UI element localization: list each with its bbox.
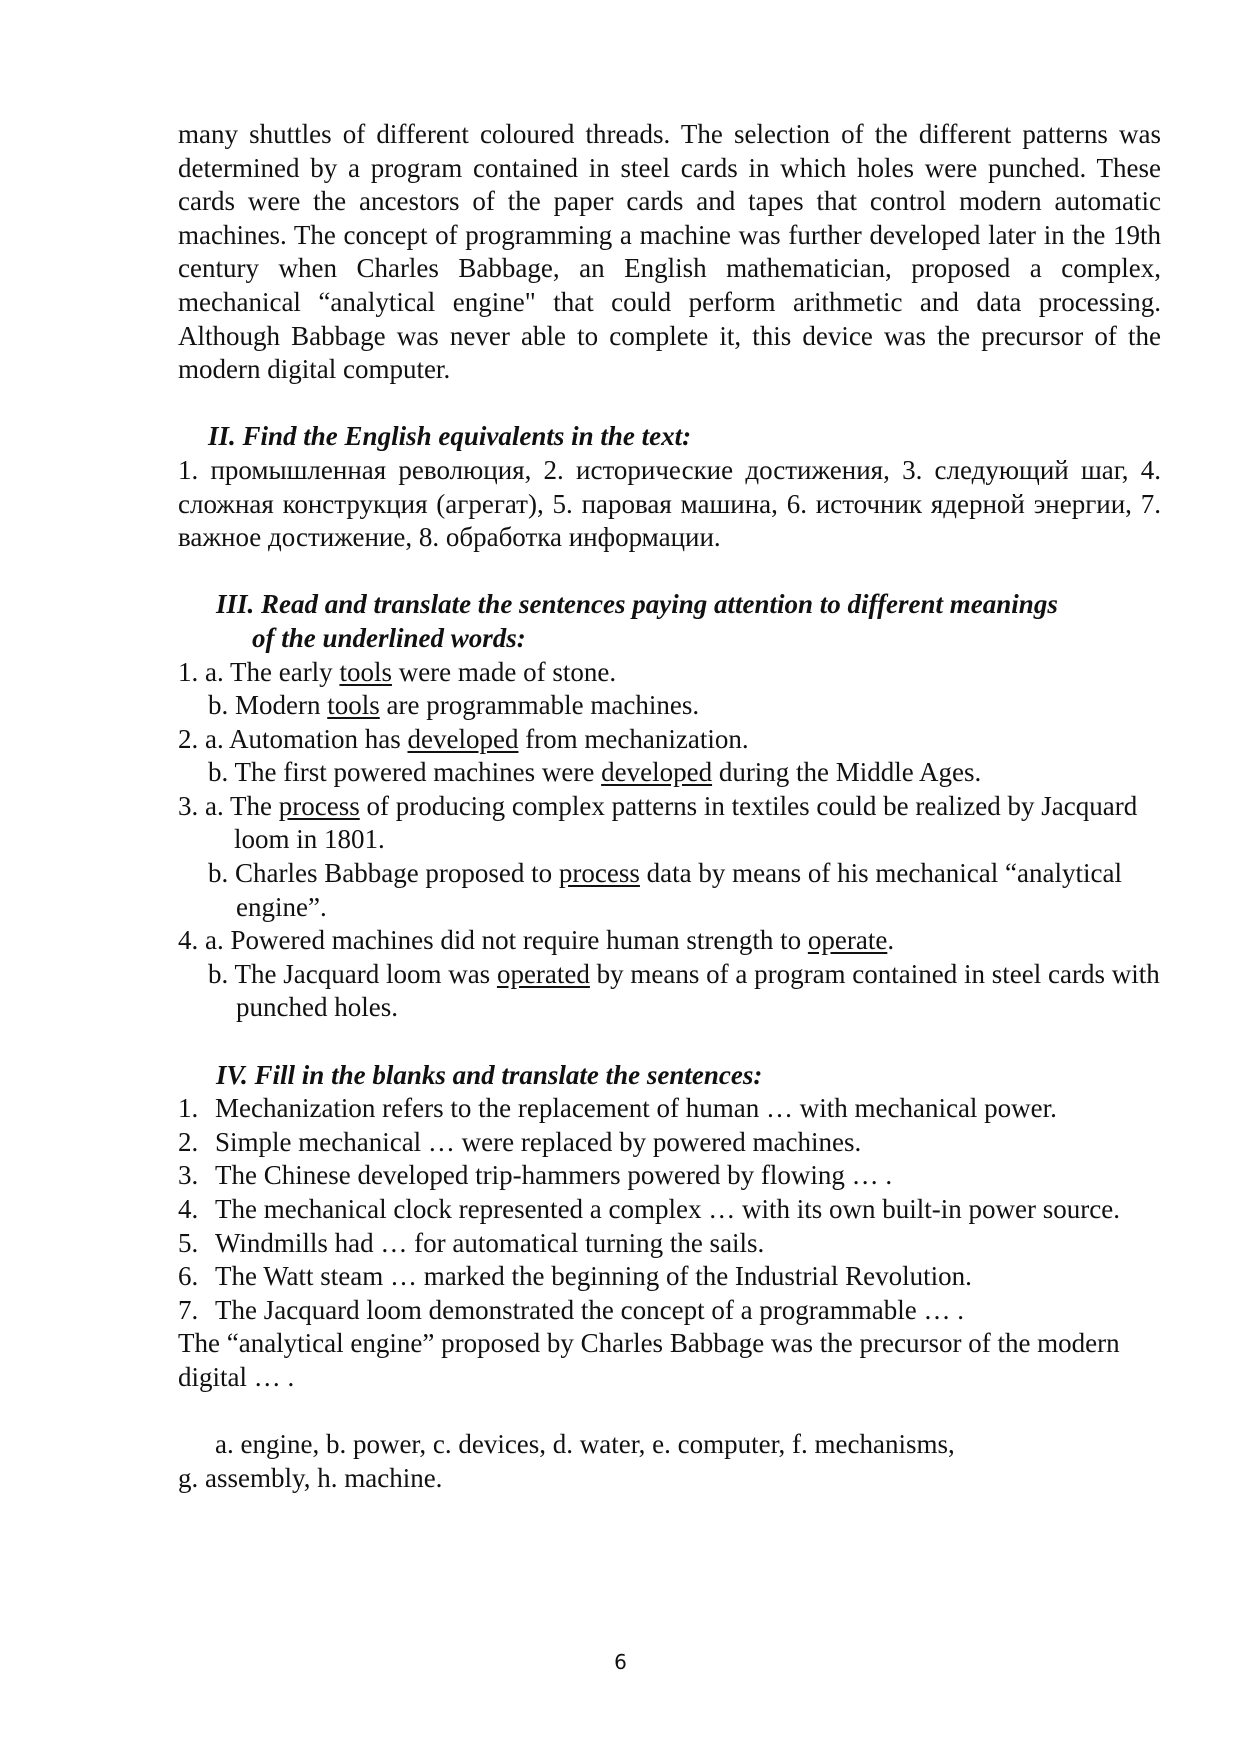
exercise-3-item-1a: 1. a. The early tools were made of stone. xyxy=(178,656,617,687)
fill-item-8: The “analytical engine” proposed by Charles Babbage was the precursor of the modern digital … . xyxy=(178,1328,1120,1392)
section-4-heading: IV. Fill in the blanks and translate the sentences: xyxy=(216,1059,763,1090)
exercise-3-item-1b: b. Modern tools are programmable machines. xyxy=(208,690,700,721)
exercise-3-item-3a: 3. a. The process of producing complex patterns in textiles could be realized by Jacquard loom in 1801. xyxy=(178,790,1138,855)
section-4-list xyxy=(178,1092,1161,1327)
fill-item-7: 7. The Jacquard loom demonstrated the concept of a programmable … . xyxy=(178,1294,964,1325)
underlined-word: operated xyxy=(496,958,590,989)
fill-item-3: 3. The Chinese developed trip-hammers powered by flowing … . xyxy=(178,1160,893,1191)
section-3-heading xyxy=(178,588,1161,655)
fill-item-6: 6. The Watt steam … marked the beginning of the Industrial Revolution. xyxy=(178,1261,972,1292)
exercise-3-item-2b: b. The first powered machines were developed during the Middle Ages. xyxy=(208,757,982,788)
underlined-word: process xyxy=(278,790,360,821)
underlined-word: tools xyxy=(339,656,392,687)
underlined-word: tools xyxy=(327,690,380,721)
exercise-3-item-3b: b. Charles Babbage proposed to process data by means of his mechanical “analytical engine”. xyxy=(208,858,1122,922)
intro-paragraph: many shuttles of different coloured threads. The selection of the different patterns was determined by a program contained in steel cards in which holes were punched. These cards were the ancestors of the paper cards and tapes that control modern automatic machines. The concept of programming a machine was further developed later in the 19th century when Charles Babbage, an English mathematician, proposed a complex, mechanical “analytical engine" that could perform arithmetic and data processing. Although Babbage was never able to complete it, this device was the precursor of the modern digital computer. xyxy=(178,119,1161,385)
fill-item-4: 4. The mechanical clock represented a complex … with its own built-in power source. xyxy=(178,1194,1120,1224)
underlined-word: process xyxy=(558,858,640,889)
underlined-word: operate xyxy=(807,925,888,956)
answer-options-line1: a. engine, b. power, c. devices, d. water, e. computer, f. mechanisms, xyxy=(215,1429,955,1460)
section-3-list xyxy=(178,656,1161,1026)
page-number: 6 xyxy=(614,1650,627,1674)
exercise-3-item-2a: 2. a. Automation has developed from mechanization. xyxy=(178,723,749,754)
section-3-heading-line1: III. Read and translate the sentences paying attention to different meanings xyxy=(216,589,1058,620)
section-2-text: 1. промышленная революция, 2. исторические достижения, 3. следующий шаг, 4. сложная конструкция (агрегат), 5. паровая машина, 6. источник ядерной энергии, 7. важное достижение, 8. обработка информации. xyxy=(178,454,1161,553)
section-3-heading-line2: of the underlined words: xyxy=(252,622,526,653)
fill-item-5: 5. Windmills had … for automatical turning the sails. xyxy=(178,1227,765,1258)
fill-item-2: 2. Simple mechanical … were replaced by powered machines. xyxy=(178,1126,862,1157)
exercise-3-item-4a: 4. a. Powered machines did not require human strength to operate. xyxy=(178,925,895,956)
section-2-heading: II. Find the English equivalents in the text: xyxy=(208,421,692,452)
exercise-3-item-4b: b. The Jacquard loom was operated by means of a program contained in steel cards with punched holes. xyxy=(208,958,1160,1023)
page-content xyxy=(178,118,1161,1495)
underlined-word: developed xyxy=(407,723,519,754)
underlined-word: developed xyxy=(601,757,713,788)
answer-options-line2: g. assembly, h. machine. xyxy=(178,1462,443,1493)
fill-item-1: 1. Mechanization refers to the replacement of human … with mechanical power. xyxy=(178,1093,1057,1124)
